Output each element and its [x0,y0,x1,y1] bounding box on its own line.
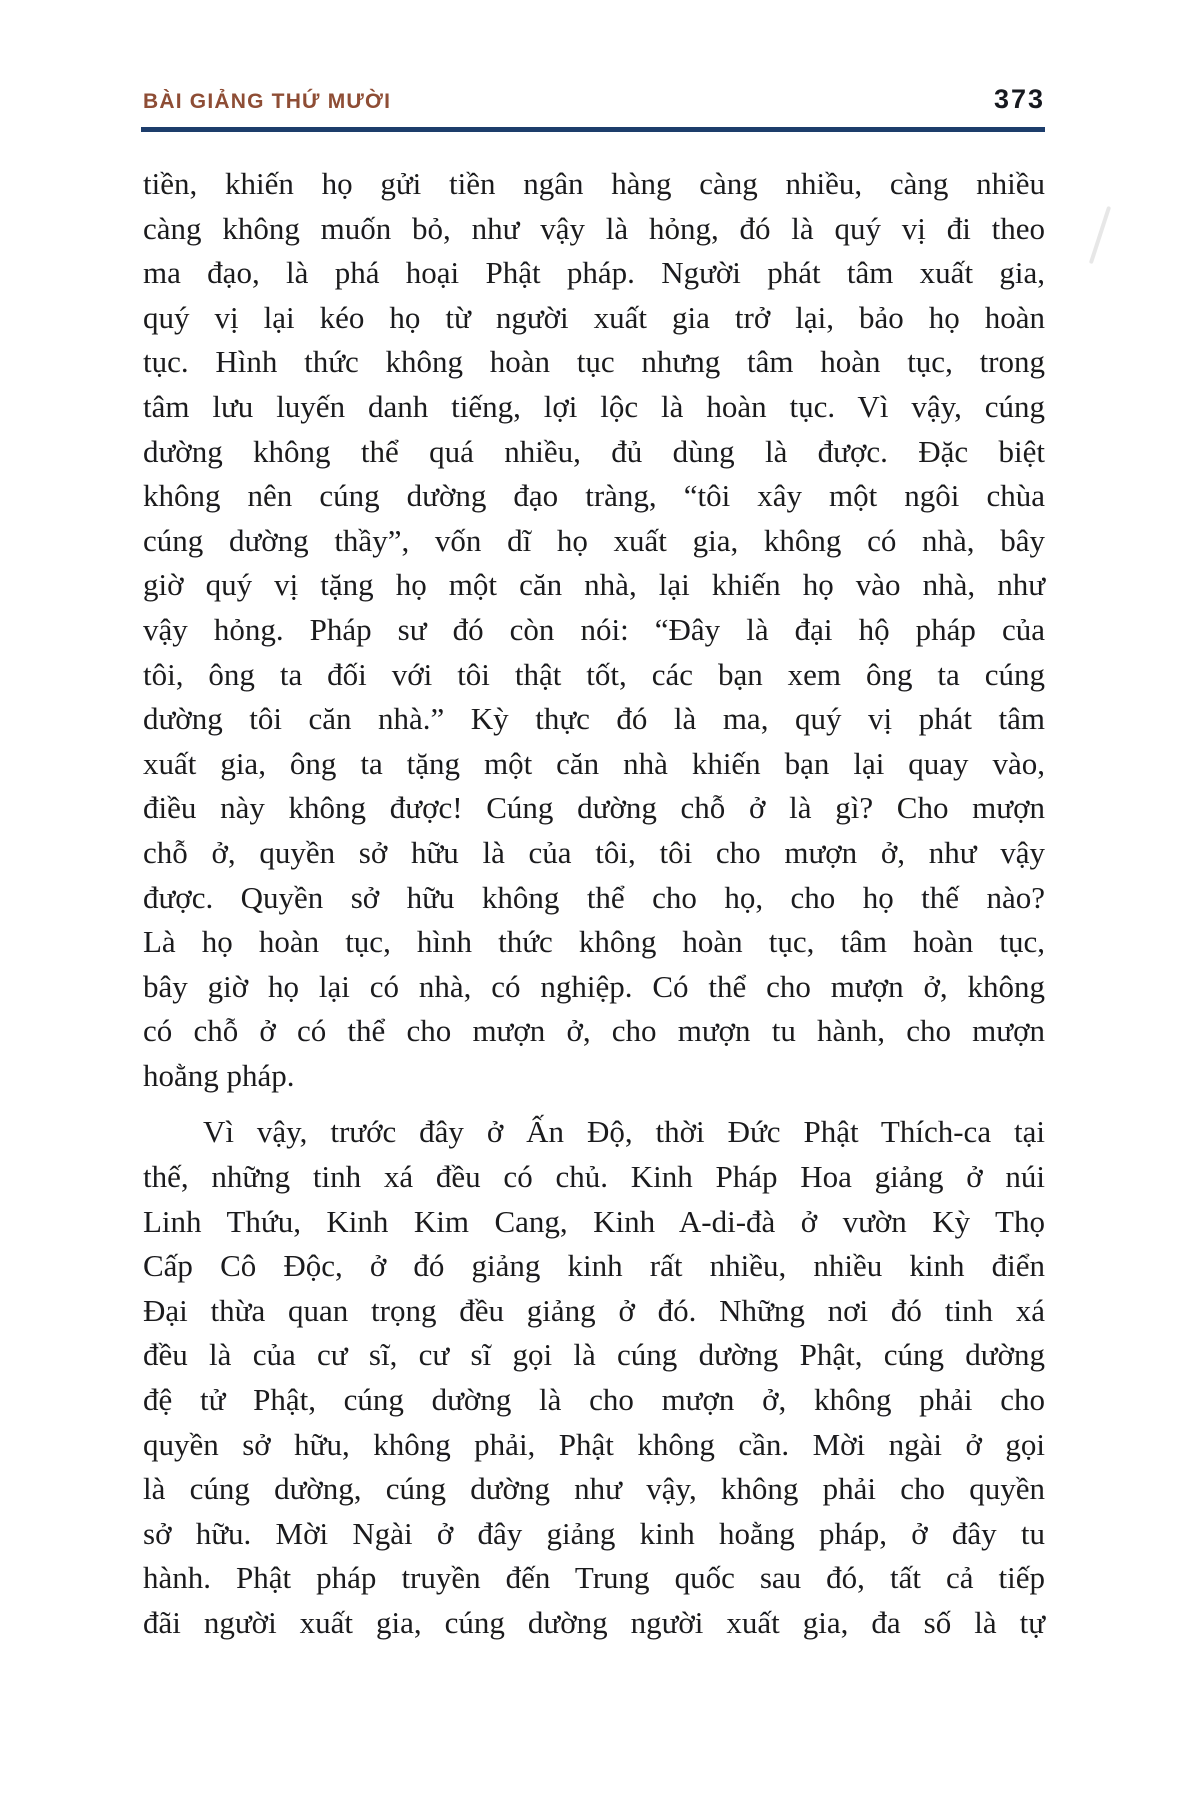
header-rule [141,127,1045,132]
text-line: chỗ ở, quyền sở hữu là của tôi, tôi cho mượn ở, như vậy [143,834,1045,870]
text-line: càng không muốn bỏ, như vậy là hỏng, đó là quý vị đi theo [143,210,1045,246]
text-line: tâm lưu luyến danh tiếng, lợi lộc là hoàn tục. Vì vậy, cúng [143,388,1045,424]
text-line: hành. Phật pháp truyền đến Trung quốc sau đó, tất cả tiếp [143,1560,1045,1596]
text-line: vậy hỏng. Pháp sư đó còn nói: “Đây là đại hộ pháp của [143,611,1045,647]
running-header [143,84,1045,115]
text-line: hoằng pháp. [143,1057,295,1093]
text-line: Cấp Cô Độc, ở đó giảng kinh rất nhiều, nhiều kinh điển [143,1248,1045,1284]
text-line: dường tôi căn nhà.” Kỳ thực đó là ma, quý vị phát tâm [143,701,1045,737]
text-line: đãi người xuất gia, cúng dường người xuất gia, đa số là tự [143,1605,1045,1640]
text-line: sở hữu. Mời Ngài ở đây giảng kinh hoằng pháp, ở đây tu [143,1515,1045,1551]
text-line: Vì vậy, trước đây ở Ấn Độ, thời Đức Phật Thích-ca tại [203,1114,1045,1150]
body-text [143,162,1045,1646]
text-line: đệ tử Phật, cúng dường là cho mượn ở, không phải cho [143,1382,1045,1418]
text-line: xuất gia, ông ta tặng một căn nhà khiến bạn lại quay vào, [143,745,1045,781]
page-number: 373 [993,84,1045,114]
text-line: quyền sở hữu, không phải, Phật không cần. Mời ngài ở gọi [143,1426,1045,1462]
chapter-title: BÀI GIẢNG THỨ MƯỜI [143,90,392,113]
text-line: giờ quý vị tặng họ một căn nhà, lại khiến họ vào nhà, như [143,567,1045,603]
text-line: Là họ hoàn tục, hình thức không hoàn tục, tâm hoàn tục, [143,924,1045,960]
text-line: là cúng dường, cúng dường như vậy, không phải cho quyền [143,1471,1045,1507]
text-line: thế, những tinh xá đều có chủ. Kinh Pháp Hoa giảng ở núi [143,1159,1045,1195]
text-line: tôi, ông ta đối với tôi thật tốt, các bạn xem ông ta cúng [143,656,1045,692]
text-line: điều này không được! Cúng dường chỗ ở là gì? Cho mượn [143,790,1045,826]
text-line: tiền, khiến họ gửi tiền ngân hàng càng nhiều, càng nhiều [143,166,1045,201]
text-line: Đại thừa quan trọng đều giảng ở đó. Những nơi đó tinh xá [143,1292,1045,1328]
text-line: cúng dường thầy”, vốn dĩ họ xuất gia, không có nhà, bây [143,522,1045,558]
text-line: Linh Thứu, Kinh Kim Cang, Kinh A-di-đà ở vườn Kỳ Thọ [143,1203,1045,1239]
text-line: tục. Hình thức không hoàn tục nhưng tâm hoàn tục, trong [143,344,1045,380]
text-line: quý vị lại kéo họ từ người xuất gia trở lại, bảo họ hoàn [143,299,1045,335]
text-line: ma đạo, là phá hoại Phật pháp. Người phát tâm xuất gia, [143,255,1045,291]
text-line: dường không thể quá nhiều, đủ dùng là được. Đặc biệt [143,433,1045,469]
text-line: bây giờ họ lại có nhà, có nghiệp. Có thể cho mượn ở, không [143,968,1045,1004]
text-line: không nên cúng dường đạo tràng, “tôi xây một ngôi chùa [143,478,1045,514]
paragraph [143,1110,1045,1645]
text-line: có chỗ ở có thể cho mượn ở, cho mượn tu hành, cho mượn [143,1013,1045,1049]
scan-artifact [1089,206,1111,264]
text-line: được. Quyền sở hữu không thể cho họ, cho họ thế nào? [143,879,1045,915]
paragraph [143,162,1045,1098]
text-line: đều là của cư sĩ, cư sĩ gọi là cúng dường Phật, cúng dường [143,1337,1045,1373]
